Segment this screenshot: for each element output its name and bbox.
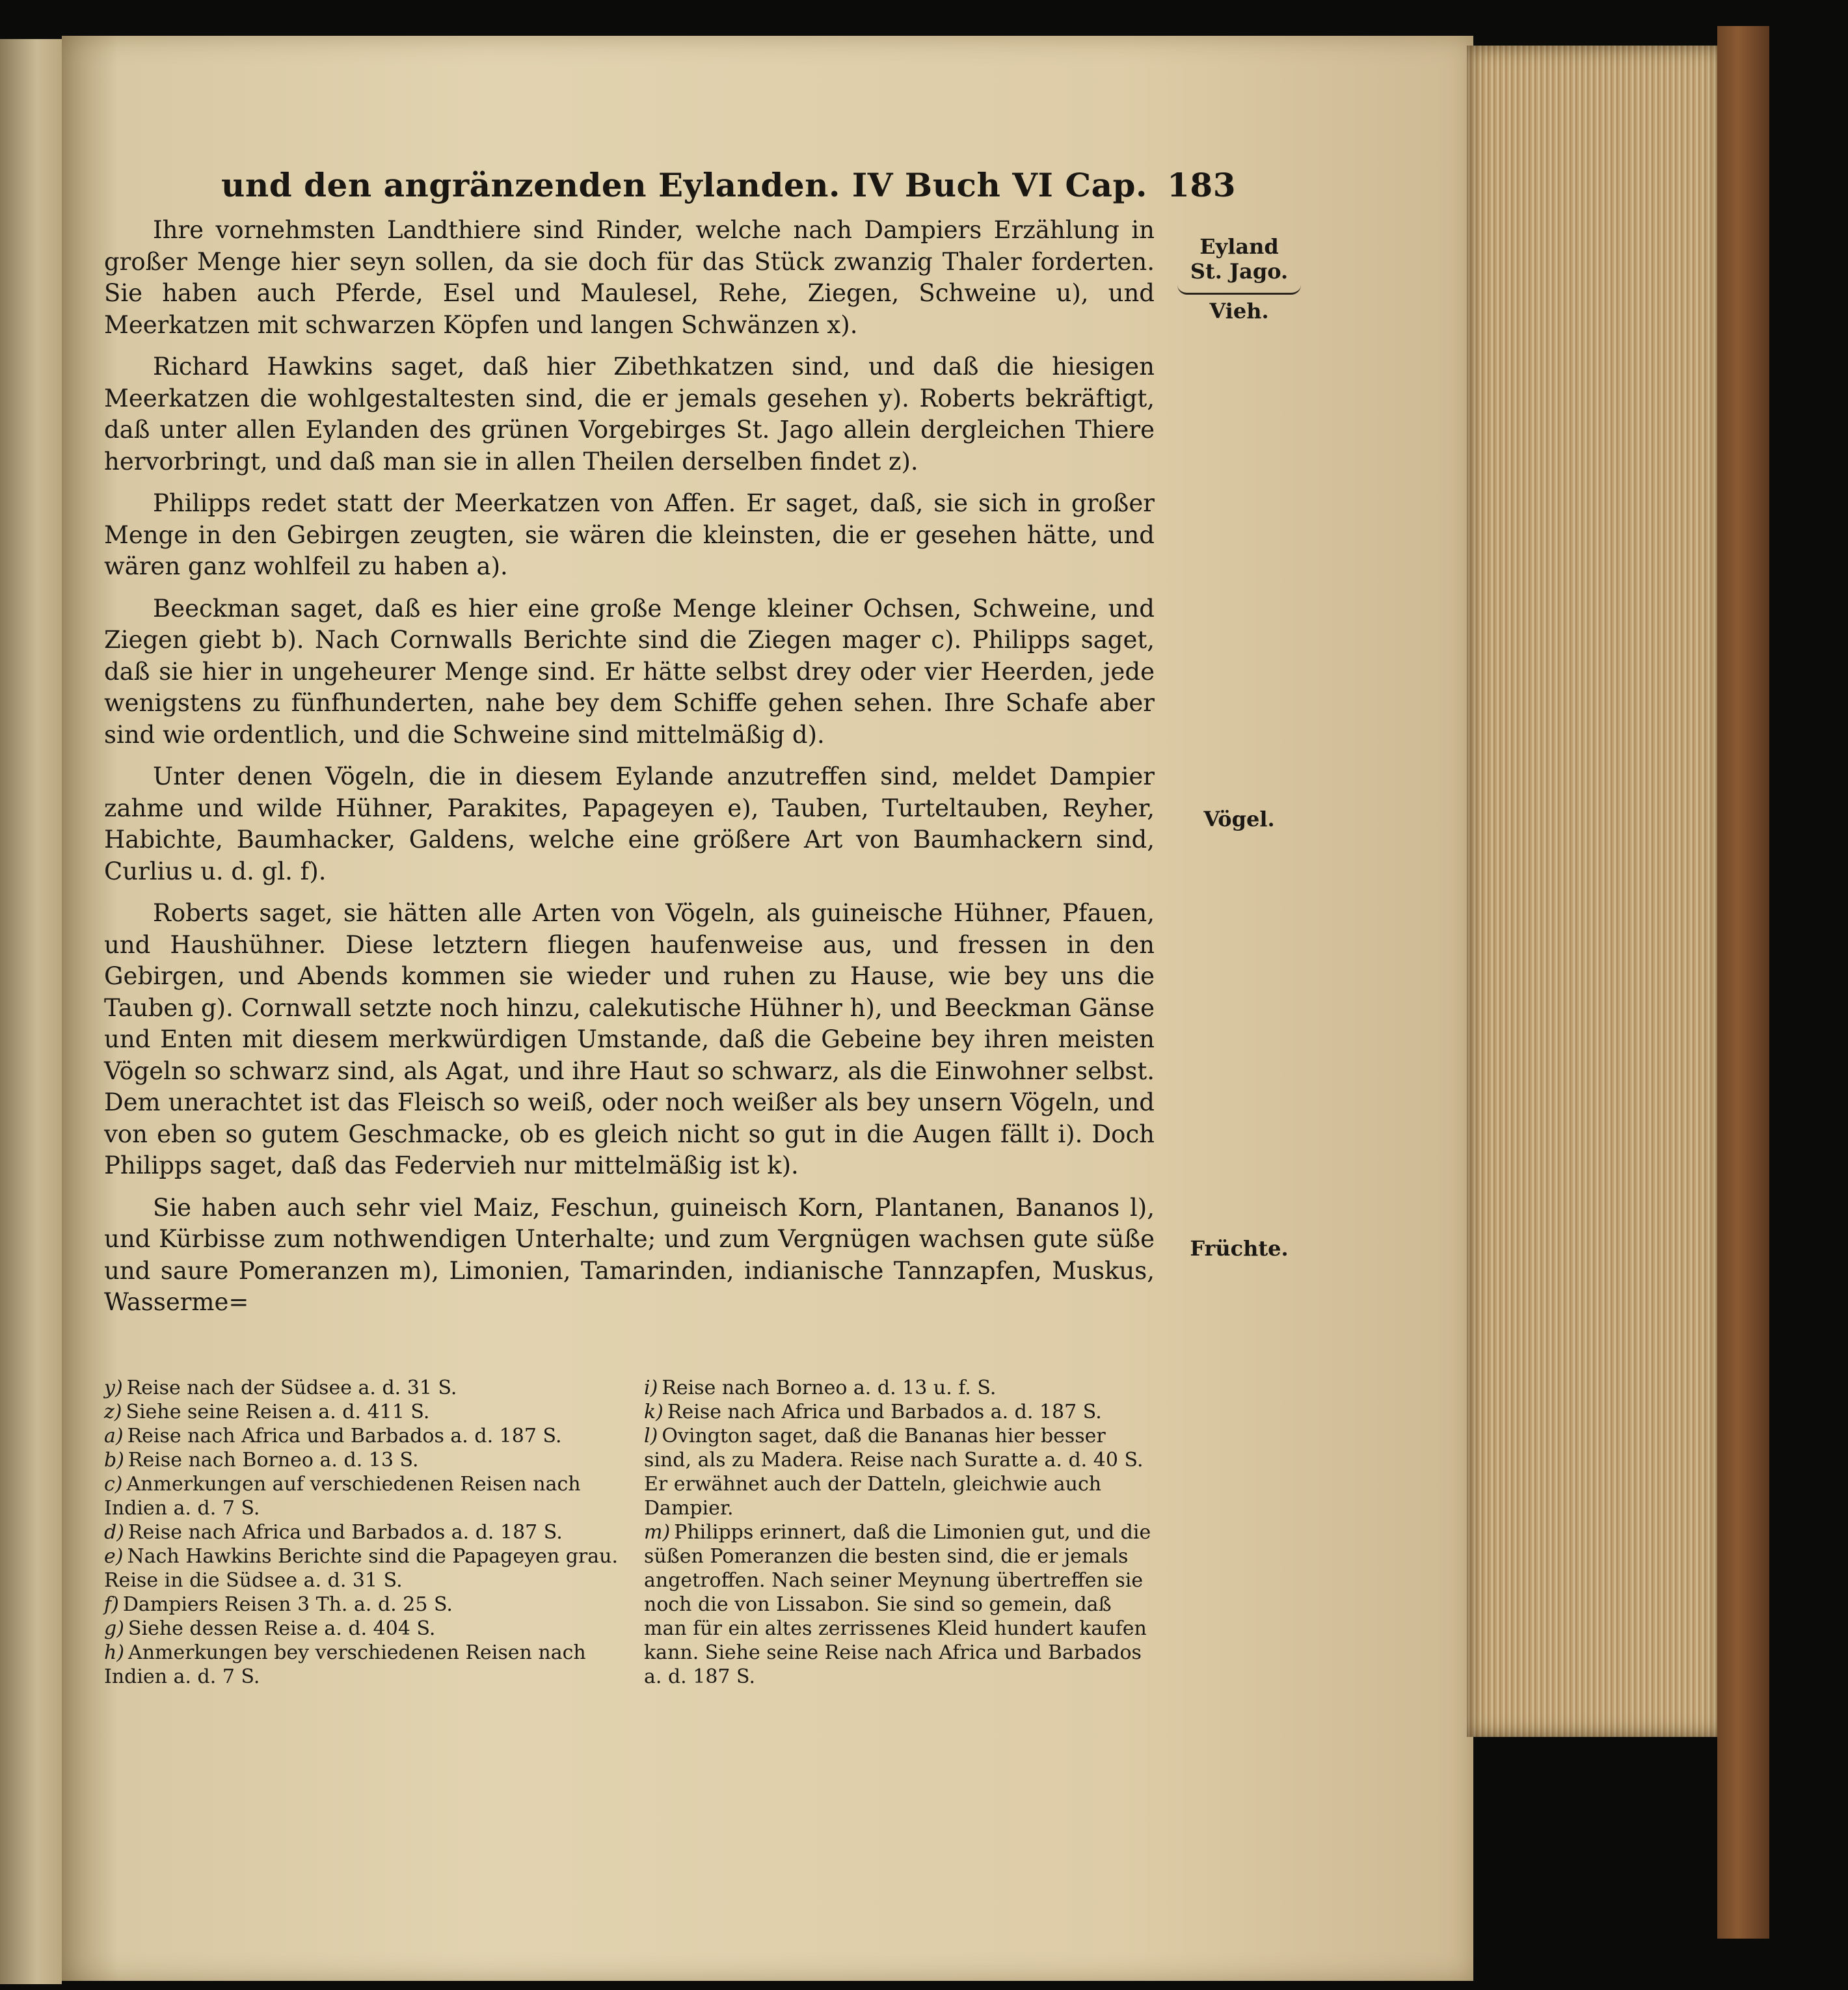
footnote [104, 1593, 618, 1617]
footnote [644, 1424, 1158, 1520]
footnote-text: Ovington saget, daß die Bananas hier besser sind, als zu Madera. Reise nach Suratte a. d. 40 S. Er erwähnet auch der Datteln, gleichwie auch Dampier. [644, 1425, 1144, 1520]
footnote-text: Reise nach Borneo a. d. 13 S. [127, 1449, 419, 1472]
page-block-edges [1467, 46, 1724, 1737]
margin-note-st-jago: St. Jago. [1190, 259, 1289, 284]
paragraph: Richard Hawkins saget, daß hier Zibethkatzen sind, und daß die hiesigen Meerkatzen die wohlgestaltesten sind, die er jemals gesehen y). Roberts bekräftigt, daß unter allen Eylanden des grünen Vorgebirges St. Jago allein dergleichen Thiere hervorbringt, und daß man sie in allen Theilen derselben findet z). [104, 353, 1155, 476]
book-cover [1717, 26, 1769, 1939]
page-number: 183 [1167, 166, 1236, 204]
footnote-mark: i) [644, 1377, 658, 1399]
footnote [644, 1400, 1158, 1424]
footnote [104, 1448, 618, 1472]
footnote-mark: k) [644, 1401, 663, 1423]
margin-note-eyland-label: Eyland [1199, 234, 1279, 259]
margin-note-eyland [1171, 234, 1307, 323]
footnote-mark: e) [104, 1545, 124, 1568]
paragraph: Philipps redet statt der Meerkatzen von Affen. Er saget, daß, sie sich in großer Menge in den Gebirgen zeugten, sie wären die kleinsten, die er gesehen hätte, und wären ganz wohlfeil zu haben a). [104, 489, 1155, 580]
footnote-mark: g) [104, 1617, 124, 1640]
footnote-text: Nach Hawkins Berichte sind die Papageyen grau. Reise in die Südsee a. d. 31 S. [104, 1545, 618, 1592]
footnote [104, 1520, 618, 1544]
footnote-mark: h) [104, 1641, 125, 1664]
footnote-mark: l) [644, 1425, 658, 1447]
footnote-text: Reise nach Africa und Barbados a. d. 187 S. [127, 1425, 562, 1447]
facing-page-edge [0, 39, 62, 1984]
footnotes-right-column [644, 1376, 1158, 1689]
footnote-text: Siehe seine Reisen a. d. 411 S. [126, 1401, 430, 1423]
footnote-mark: y) [104, 1377, 123, 1399]
footnote-mark: d) [104, 1521, 124, 1544]
brace-divider [1177, 285, 1301, 295]
footnote [104, 1400, 618, 1424]
paragraph: Unter denen Vögeln, die in diesem Eylande anzutreffen sind, meldet Dampier zahme und wilde Hühner, Parakites, Papageyen e), Tauben, Turteltauben, Reyher, Habichte, Baumhacker, Galdens, welche eine größere Art von Baumhackern sind, Curlius u. d. gl. f). [104, 762, 1155, 885]
footnote-text: Reise nach der Südsee a. d. 31 S. [126, 1377, 457, 1399]
footnote-text: Anmerkungen bey verschiedenen Reisen nach Indien a. d. 7 S. [104, 1641, 586, 1688]
main-text [104, 215, 1155, 1329]
footnotes-left-column [104, 1376, 618, 1689]
paragraph: Roberts saget, sie hätten alle Arten von Vögeln, als guineische Hühner, Pfauen, und Haushühner. Diese letztern fliegen haufenweise aus, und fressen in den Gebirgen, und Abends kommen sie wieder und ruhen zu Hause, wie bey uns die Tauben g). Cornwall setzte noch hinzu, calekutische Hühner h), und Beeckman Gänse und Enten mit diesem merkwürdigen Umstande, daß die Gebeine bey ihren meisten Vögeln so schwarz sind, als Agat, und ihre Haut so schwarz, als die Einwohner selbst. Dem unerachtet ist das Fleisch so weiß, oder noch weißer als bey unsern Vögeln, und von eben so gutem Geschmacke, ob es gleich nicht so gut in die Augen fällt i). Doch Philipps saget, daß das Federvieh nur mittelmäßig ist k). [104, 899, 1155, 1179]
footnote-text: Reise nach Africa und Barbados a. d. 187 S. [127, 1521, 563, 1544]
footnote [104, 1641, 618, 1689]
footnote-mark: m) [644, 1521, 671, 1544]
margin-note-vieh: Vieh. [1209, 299, 1269, 323]
footnote [644, 1520, 1158, 1689]
footnote [104, 1617, 618, 1641]
running-header [221, 166, 1236, 204]
footnotes [104, 1376, 1158, 1689]
footnote [104, 1424, 618, 1448]
footnote-text: Philipps erinnert, daß die Limonien gut, und die süßen Pomeranzen die besten sind, die er jemals angetroffen. Nach seiner Meynung übertreffen sie noch die von Lissabon. Sie sind so gemein, daß man für ein altes zerrissenes Kleid hundert kaufen kann. Siehe seine Reise nach Africa und Barbados a. d. 187 S. [644, 1521, 1151, 1688]
footnote-text: Anmerkungen auf verschiedenen Reisen nach Indien a. d. 7 S. [104, 1473, 581, 1520]
footnote-mark: a) [104, 1425, 124, 1447]
footnote-text: Dampiers Reisen 3 Th. a. d. 25 S. [122, 1593, 453, 1616]
footnote-mark: z) [104, 1401, 122, 1423]
footnote [104, 1376, 618, 1400]
footnote-mark: b) [104, 1449, 124, 1472]
margin-note-voegel: Vögel. [1203, 807, 1275, 831]
paragraph: Beeckman saget, daß es hier eine große Menge kleiner Ochsen, Schweine, und Ziegen giebt b). Nach Cornwalls Berichte sind die Ziegen mager c). Philipps saget, daß sie hier in ungeheurer Menge sind. Er hätte selbst drey oder vier Heerden, jede wenigstens zu fünfhunderten, nahe bey dem Schiffe gehen sehen. Ihre Schafe aber sind wie ordentlich, und die Schweine sind mittelmäßig d). [104, 594, 1155, 749]
footnote-text: Siehe dessen Reise a. d. 404 S. [127, 1617, 436, 1640]
footnote-text: Reise nach Africa und Barbados a. d. 187 S. [667, 1401, 1102, 1423]
paragraph: Ihre vornehmsten Landthiere sind Rinder, welche nach Dampiers Erzählung in großer Menge hier seyn sollen, da sie doch für das Stück zwanzig Thaler forderten. Sie haben auch Pferde, Esel und Maulesel, Rehe, Ziegen, Schweine u), und Meerkatzen mit schwarzen Köpfen und langen Schwänzen x). [104, 216, 1155, 339]
footnote-mark: f) [104, 1593, 119, 1616]
footnote [644, 1376, 1158, 1400]
running-title: und den angränzenden Eylanden. IV Buch VI Cap. [221, 166, 1147, 204]
paragraph: Sie haben auch sehr viel Maiz, Feschun, guineisch Korn, Plantanen, Bananos l), und Kürbisse zum nothwendigen Unterhalte; und zum Vergnügen wachsen gute süße und saure Pomeranzen m), Limonien, Tamarinden, indianische Tannzapfen, Muskus, Wasserme= [104, 1193, 1155, 1316]
footnote [104, 1472, 618, 1520]
footnote [104, 1544, 618, 1593]
footnote-mark: c) [104, 1473, 123, 1496]
margin-note-fruechte: Früchte. [1190, 1236, 1289, 1261]
footnote-text: Reise nach Borneo a. d. 13 u. f. S. [662, 1377, 997, 1399]
